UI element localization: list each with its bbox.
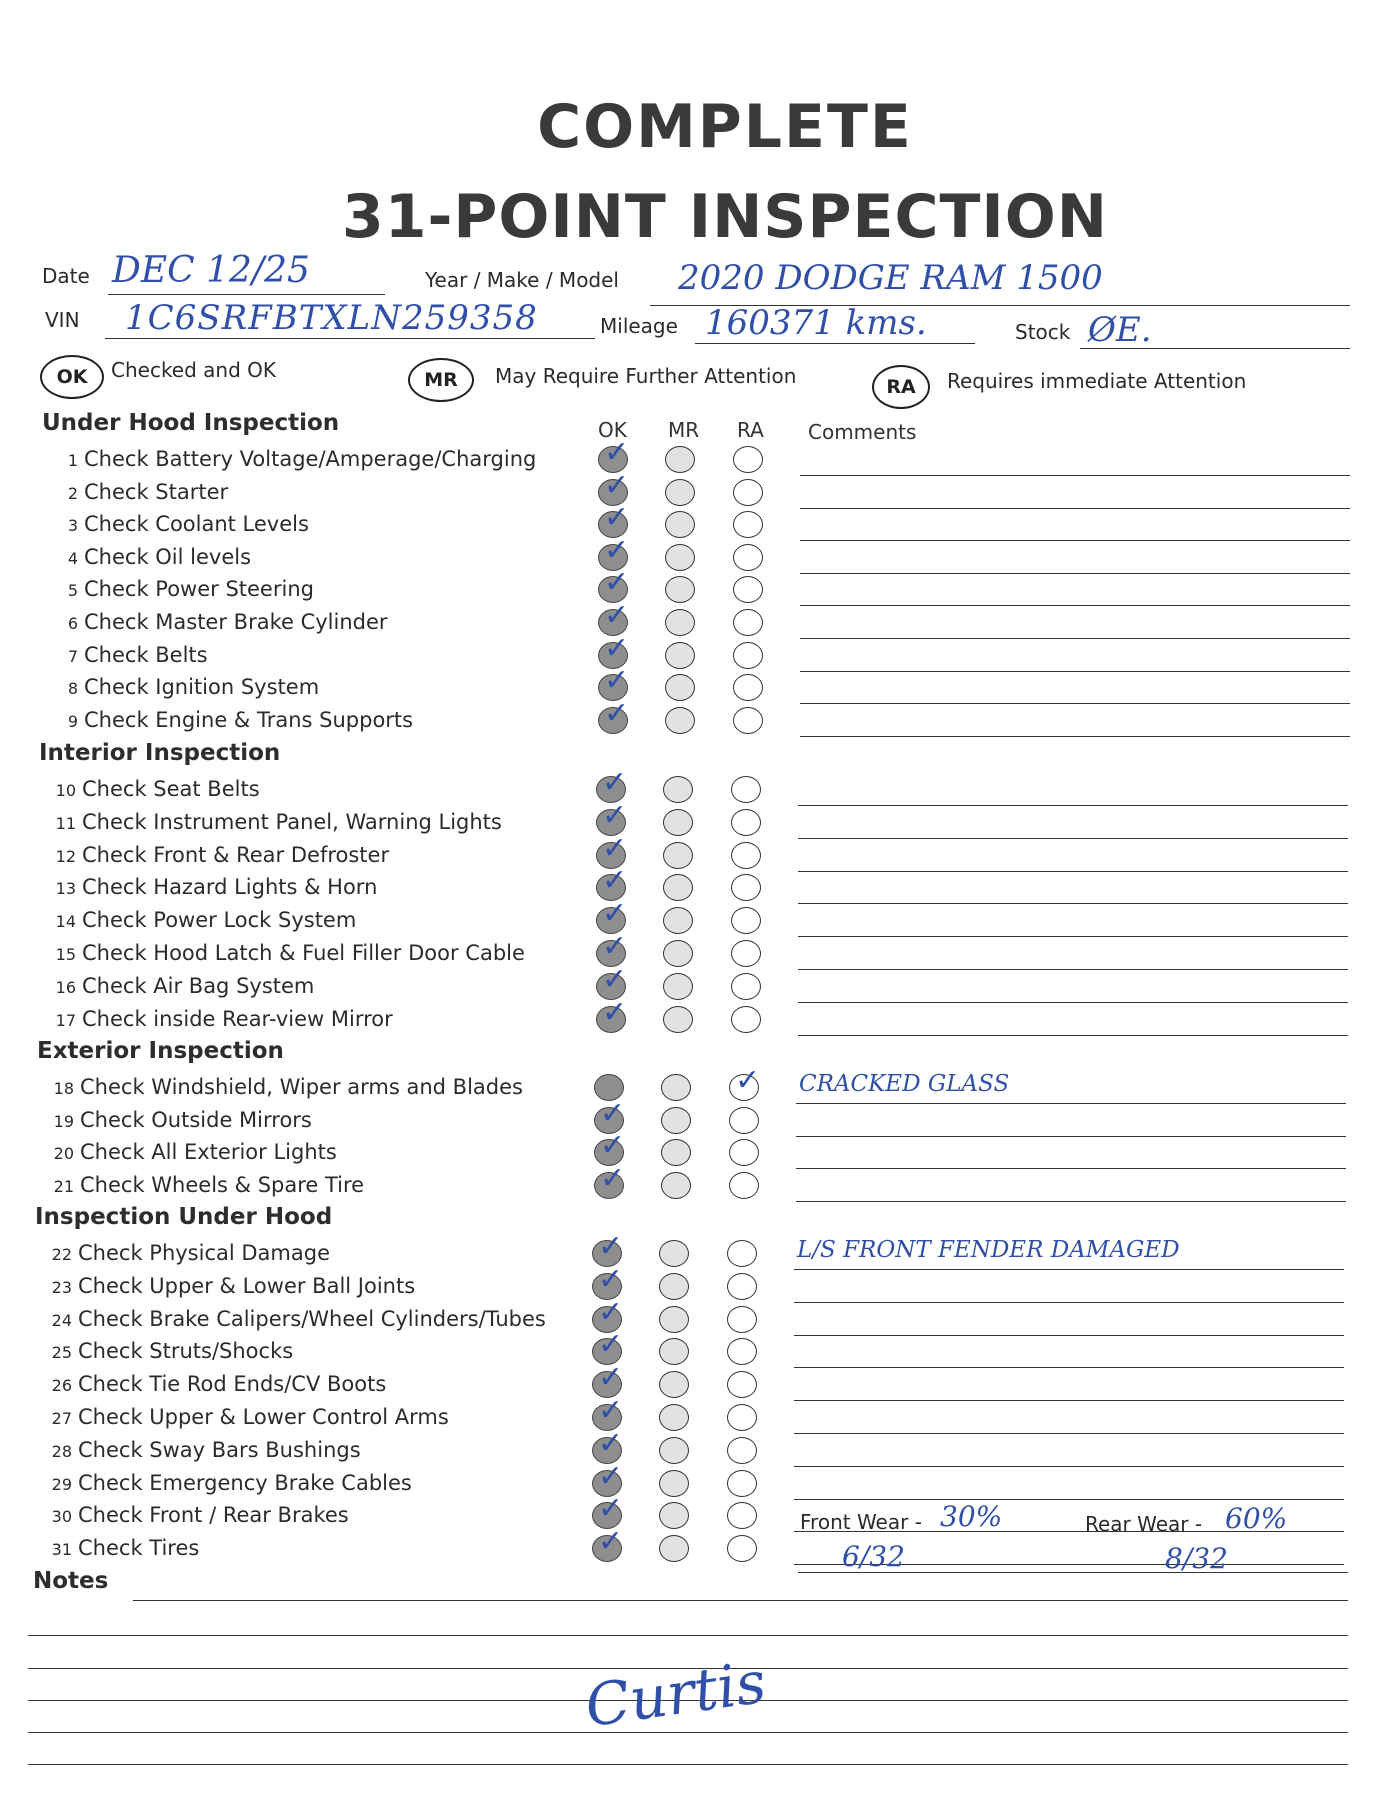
bubble-ra-23[interactable]	[727, 1273, 757, 1300]
item-label-5	[50, 577, 314, 601]
comment-line-1[interactable]	[800, 475, 1350, 476]
check-mark-28: ✓	[598, 1426, 624, 1461]
stock-label: Stock	[1015, 320, 1071, 344]
comment-line-27[interactable]	[794, 1433, 1344, 1434]
comment-line-20[interactable]	[796, 1168, 1346, 1169]
item-label-10	[48, 777, 260, 801]
comment-line-2[interactable]	[800, 508, 1350, 509]
bubble-mr-9[interactable]	[665, 707, 695, 734]
notes-label: Notes	[33, 1568, 109, 1594]
item-number: 16	[55, 978, 76, 997]
check-mark-12: ✓	[602, 831, 628, 866]
item-text: Check Master Brake Cylinder	[84, 610, 388, 634]
item-text: Check Front & Rear Defroster	[82, 843, 390, 867]
check-mark-7: ✓	[604, 631, 630, 666]
bubble-mr-15[interactable]	[663, 940, 693, 967]
item-label-9	[50, 708, 413, 732]
item-text: Check Oil levels	[84, 545, 252, 569]
item-number: 27	[51, 1409, 72, 1428]
comment-line-17[interactable]	[798, 1035, 1348, 1036]
bubble-mr-5[interactable]	[665, 576, 695, 603]
comment-line-25[interactable]	[794, 1367, 1344, 1368]
bubble-mr-14[interactable]	[663, 907, 693, 934]
notes-line-2	[28, 1635, 1348, 1636]
ymm-value[interactable]: 2020 DODGE RAM 1500	[678, 258, 1103, 298]
check-mark-27: ✓	[598, 1393, 624, 1428]
col-header-mr: MR	[668, 418, 700, 442]
bubble-ra-19[interactable]	[729, 1107, 759, 1134]
section-under-hood: Under Hood Inspection	[42, 410, 340, 436]
item-number: 30	[51, 1507, 72, 1526]
front-wear-label: Front Wear -	[800, 1510, 922, 1534]
comment-line-14[interactable]	[798, 936, 1348, 937]
bubble-mr-13[interactable]	[663, 874, 693, 901]
comment-line-7[interactable]	[800, 671, 1350, 672]
item-label-6	[50, 610, 388, 634]
item-number: 18	[53, 1079, 74, 1098]
bubble-mr-27[interactable]	[659, 1404, 689, 1431]
legend-ok-badge: OK	[40, 355, 104, 399]
bubble-mr-29[interactable]	[659, 1470, 689, 1497]
check-mark-31: ✓	[598, 1524, 624, 1559]
check-mark-22: ✓	[598, 1229, 624, 1264]
check-mark-10: ✓	[602, 765, 628, 800]
bubble-mr-17[interactable]	[663, 1006, 693, 1033]
check-mark-2: ✓	[604, 468, 630, 503]
item-number: 20	[53, 1144, 74, 1163]
item-text: Check Sway Bars Bushings	[78, 1438, 361, 1462]
item-text: Check Battery Voltage/Amperage/Charging	[84, 447, 537, 471]
form-title-line2: 31-POINT INSPECTION	[342, 182, 1108, 252]
date-line	[108, 294, 385, 295]
mileage-value[interactable]: 160371 kms.	[705, 303, 927, 343]
item-number: 17	[55, 1011, 76, 1030]
bubble-mr-26[interactable]	[659, 1371, 689, 1398]
comment-line-21[interactable]	[796, 1201, 1346, 1202]
item-number: 26	[51, 1376, 72, 1395]
check-mark-9: ✓	[604, 696, 630, 731]
form-title-line1: COMPLETE	[537, 92, 913, 162]
bubble-mr-20[interactable]	[661, 1139, 691, 1166]
legend-mr-badge: MR	[408, 358, 474, 402]
item-label-17	[48, 1007, 393, 1031]
item-label-19	[46, 1108, 312, 1132]
item-label-30	[44, 1503, 349, 1527]
item-text: Check Tie Rod Ends/CV Boots	[78, 1372, 387, 1396]
bubble-ra-4[interactable]	[733, 544, 763, 571]
item-number: 9	[67, 712, 78, 731]
item-label-27	[44, 1405, 449, 1429]
bubble-mr-18[interactable]	[661, 1074, 691, 1101]
item-label-8	[50, 675, 319, 699]
comment-line-5[interactable]	[800, 605, 1350, 606]
comment-line-18[interactable]	[796, 1103, 1346, 1104]
bubble-ra-11[interactable]	[731, 809, 761, 836]
item-text: Check Tires	[78, 1536, 200, 1560]
bubble-ra-26[interactable]	[727, 1371, 757, 1398]
bubble-ra-2[interactable]	[733, 479, 763, 506]
item-text: Check Outside Mirrors	[80, 1108, 312, 1132]
check-mark-4: ✓	[604, 533, 630, 568]
comment-line-3[interactable]	[800, 540, 1350, 541]
bubble-ra-29[interactable]	[727, 1470, 757, 1497]
check-mark-17: ✓	[602, 995, 628, 1030]
item-number: 15	[55, 945, 76, 964]
item-text: Check Windshield, Wiper arms and Blades	[80, 1075, 523, 1099]
item-label-22	[44, 1241, 330, 1265]
vin-value[interactable]: 1C6SRFBTXLN259358	[125, 298, 538, 338]
comment-line-11[interactable]	[798, 838, 1348, 839]
bubble-mr-12[interactable]	[663, 842, 693, 869]
comment-line-15[interactable]	[798, 969, 1348, 970]
item-label-25	[44, 1339, 293, 1363]
item-number: 25	[51, 1343, 72, 1362]
check-mark-19: ✓	[600, 1096, 626, 1131]
item-label-7	[50, 643, 208, 667]
date-value[interactable]: DEC 12/25	[112, 250, 310, 291]
check-mark-1: ✓	[604, 435, 630, 470]
check-mark-26: ✓	[598, 1360, 624, 1395]
item-label-31	[44, 1536, 199, 1560]
bubble-ra-10[interactable]	[731, 776, 761, 803]
comment-line-10[interactable]	[798, 805, 1348, 806]
comment-line-29[interactable]	[794, 1499, 1344, 1500]
bubble-ra-14[interactable]	[731, 907, 761, 934]
rear-wear-percent[interactable]: 60%	[1225, 1502, 1288, 1535]
item-number: 12	[55, 847, 76, 866]
col-header-ra: RA	[737, 418, 764, 442]
item-number: 4	[67, 549, 78, 568]
item-number: 29	[51, 1475, 72, 1494]
stock-value[interactable]: ØE.	[1088, 310, 1152, 350]
item-label-21	[46, 1173, 364, 1197]
item-label-24	[44, 1307, 546, 1331]
section-exterior: Exterior Inspection	[37, 1038, 284, 1064]
bubble-ra-30[interactable]	[727, 1502, 757, 1529]
item-label-11	[48, 810, 502, 834]
inspector-signature: Curtis	[581, 1647, 770, 1741]
bubble-ra-27[interactable]	[727, 1404, 757, 1431]
bubble-ra-13[interactable]	[731, 874, 761, 901]
item-label-2	[50, 480, 228, 504]
bubble-ra-17[interactable]	[731, 1006, 761, 1033]
bubble-ra-20[interactable]	[729, 1139, 759, 1166]
bubble-ra-16[interactable]	[731, 973, 761, 1000]
bubble-ra-21[interactable]	[729, 1172, 759, 1199]
bubble-ra-12[interactable]	[731, 842, 761, 869]
mileage-label: Mileage	[600, 314, 678, 338]
check-mark-14: ✓	[602, 896, 628, 931]
item-label-20	[46, 1140, 337, 1164]
bubble-mr-6[interactable]	[665, 609, 695, 636]
bubble-mr-19[interactable]	[661, 1107, 691, 1134]
bubble-ra-6[interactable]	[733, 609, 763, 636]
bubble-ra-5[interactable]	[733, 576, 763, 603]
item-text: Check Emergency Brake Cables	[78, 1471, 412, 1495]
bubble-mr-31[interactable]	[659, 1535, 689, 1562]
item-text: Check Seat Belts	[82, 777, 260, 801]
check-mark-11: ✓	[602, 798, 628, 833]
bubble-ra-25[interactable]	[727, 1338, 757, 1365]
item-number: 24	[51, 1311, 72, 1330]
comment-line-16[interactable]	[798, 1002, 1348, 1003]
item-label-26	[44, 1372, 386, 1396]
bubble-mr-16[interactable]	[663, 973, 693, 1000]
bubble-mr-8[interactable]	[665, 674, 695, 701]
comment-line-6[interactable]	[800, 638, 1350, 639]
rear-wear-depth[interactable]: 8/32	[1165, 1542, 1228, 1575]
section-inspection-under-hood: Inspection Under Hood	[35, 1204, 333, 1230]
bubble-mr-3[interactable]	[665, 511, 695, 538]
legend-ok-text: Checked and OK	[111, 358, 277, 382]
item-label-15	[48, 941, 525, 965]
bubble-ra-22[interactable]	[727, 1240, 757, 1267]
bubble-mr-28[interactable]	[659, 1437, 689, 1464]
front-wear-percent[interactable]: 30%	[940, 1500, 1003, 1533]
notes-line-5	[28, 1732, 1348, 1733]
check-mark-21: ✓	[600, 1161, 626, 1196]
comment-line-26[interactable]	[794, 1400, 1344, 1401]
item-label-23	[44, 1274, 415, 1298]
bubble-mr-21[interactable]	[661, 1172, 691, 1199]
item-number: 2	[67, 484, 78, 503]
item-number: 22	[51, 1245, 72, 1264]
item-text: Check Belts	[84, 643, 208, 667]
section-interior: Interior Inspection	[39, 740, 281, 766]
bubble-mr-1[interactable]	[665, 446, 695, 473]
comment-line-23[interactable]	[794, 1302, 1344, 1303]
item-text: Check Instrument Panel, Warning Lights	[82, 810, 502, 834]
item-text: Check Upper & Lower Ball Joints	[78, 1274, 416, 1298]
bubble-ra-28[interactable]	[727, 1437, 757, 1464]
notes-line-6	[28, 1764, 1348, 1765]
item-label-1	[50, 447, 536, 471]
bubble-mr-11[interactable]	[663, 809, 693, 836]
item-text: Check Ignition System	[84, 675, 320, 699]
item-number: 14	[55, 912, 76, 931]
item-text: Check inside Rear-view Mirror	[82, 1007, 393, 1031]
item-text: Check Struts/Shocks	[78, 1339, 294, 1363]
item-text: Check All Exterior Lights	[80, 1140, 337, 1164]
col-header-ok: OK	[598, 418, 627, 442]
check-mark-24: ✓	[598, 1295, 624, 1330]
item-text: Check Brake Calipers/Wheel Cylinders/Tubes	[78, 1307, 546, 1331]
bubble-mr-22[interactable]	[659, 1240, 689, 1267]
comment-line-8[interactable]	[800, 703, 1350, 704]
front-wear-depth[interactable]: 6/32	[842, 1540, 905, 1573]
item-label-4	[50, 545, 251, 569]
legend-ra-text: Requires immediate Attention	[947, 369, 1247, 393]
item-text: Check Air Bag System	[82, 974, 315, 998]
comment-line-28[interactable]	[794, 1466, 1344, 1467]
item-text: Check Front / Rear Brakes	[78, 1503, 349, 1527]
col-header-comments: Comments	[808, 420, 917, 444]
item-text: Check Power Lock System	[82, 908, 357, 932]
item-number: 23	[51, 1278, 72, 1297]
check-mark-30: ✓	[598, 1491, 624, 1526]
bubble-ra-7[interactable]	[733, 642, 763, 669]
comment-text-18[interactable]: CRACKED GLASS	[799, 1071, 1010, 1097]
item-text: Check Engine & Trans Supports	[84, 708, 414, 732]
bubble-mr-10[interactable]	[663, 776, 693, 803]
item-label-28	[44, 1438, 361, 1462]
item-number: 1	[67, 451, 78, 470]
item-text: Check Upper & Lower Control Arms	[78, 1405, 449, 1429]
bubble-ra-15[interactable]	[731, 940, 761, 967]
item-text: Check Coolant Levels	[84, 512, 309, 536]
bubble-mr-4[interactable]	[665, 544, 695, 571]
item-number: 31	[51, 1540, 72, 1559]
item-text: Check Hood Latch & Fuel Filler Door Cable	[82, 941, 525, 965]
check-mark-15: ✓	[602, 929, 628, 964]
item-number: 3	[67, 516, 78, 535]
item-label-29	[44, 1471, 412, 1495]
check-mark-8: ✓	[604, 663, 630, 698]
item-number: 10	[55, 781, 76, 800]
bubble-ra-9[interactable]	[733, 707, 763, 734]
comment-line-13[interactable]	[798, 903, 1348, 904]
item-number: 11	[55, 814, 76, 833]
item-text: Check Power Steering	[84, 577, 314, 601]
bubble-mr-23[interactable]	[659, 1273, 689, 1300]
item-number: 19	[53, 1112, 74, 1131]
item-label-14	[48, 908, 356, 932]
item-label-3	[50, 512, 309, 536]
check-mark-29: ✓	[598, 1459, 624, 1494]
comment-line-19[interactable]	[796, 1136, 1346, 1137]
item-number: 21	[53, 1177, 74, 1196]
notes-line-1	[133, 1600, 1348, 1601]
bubble-mr-24[interactable]	[659, 1306, 689, 1333]
wear-depth-line	[798, 1572, 1348, 1573]
check-mark-5: ✓	[604, 565, 630, 600]
check-mark-23: ✓	[598, 1262, 624, 1297]
item-number: 13	[55, 879, 76, 898]
comment-line-12[interactable]	[798, 871, 1348, 872]
legend-ra-badge: RA	[872, 365, 930, 409]
bubble-mr-30[interactable]	[659, 1502, 689, 1529]
item-number: 6	[67, 614, 78, 633]
check-mark-6: ✓	[604, 598, 630, 633]
check-mark-3: ✓	[604, 500, 630, 535]
comment-text-22[interactable]: L/S FRONT FENDER DAMAGED	[797, 1237, 1180, 1263]
check-mark-18: ✓	[735, 1063, 761, 1098]
bubble-ra-31[interactable]	[727, 1535, 757, 1562]
check-mark-13: ✓	[602, 863, 628, 898]
item-text: Check Starter	[84, 480, 229, 504]
comment-line-9[interactable]	[800, 736, 1350, 737]
comment-line-4[interactable]	[800, 573, 1350, 574]
check-mark-20: ✓	[600, 1128, 626, 1163]
rear-wear-label: Rear Wear -	[1085, 1512, 1203, 1536]
item-label-13	[48, 875, 377, 899]
item-text: Check Wheels & Spare Tire	[80, 1173, 365, 1197]
item-number: 5	[67, 581, 78, 600]
check-mark-16: ✓	[602, 962, 628, 997]
bubble-mr-7[interactable]	[665, 642, 695, 669]
check-mark-25: ✓	[598, 1327, 624, 1362]
vin-line	[105, 338, 595, 339]
legend-mr-text: May Require Further Attention	[495, 364, 797, 388]
item-label-12	[48, 843, 389, 867]
item-label-16	[48, 974, 314, 998]
comment-line-22[interactable]	[794, 1269, 1344, 1270]
bubble-ra-3[interactable]	[733, 511, 763, 538]
bubble-mr-2[interactable]	[665, 479, 695, 506]
vin-label: VIN	[45, 308, 80, 332]
item-text: Check Physical Damage	[78, 1241, 330, 1265]
item-text: Check Hazard Lights & Horn	[82, 875, 378, 899]
bubble-ra-1[interactable]	[733, 446, 763, 473]
mileage-line	[695, 343, 975, 344]
item-number: 7	[67, 647, 78, 666]
bubble-ra-8[interactable]	[733, 674, 763, 701]
comment-line-24[interactable]	[794, 1335, 1344, 1336]
bubble-mr-25[interactable]	[659, 1338, 689, 1365]
ymm-label: Year / Make / Model	[425, 268, 619, 292]
item-number: 28	[51, 1442, 72, 1461]
item-number: 8	[67, 679, 78, 698]
item-label-18	[46, 1075, 523, 1099]
date-label: Date	[42, 264, 90, 288]
bubble-ra-24[interactable]	[727, 1306, 757, 1333]
